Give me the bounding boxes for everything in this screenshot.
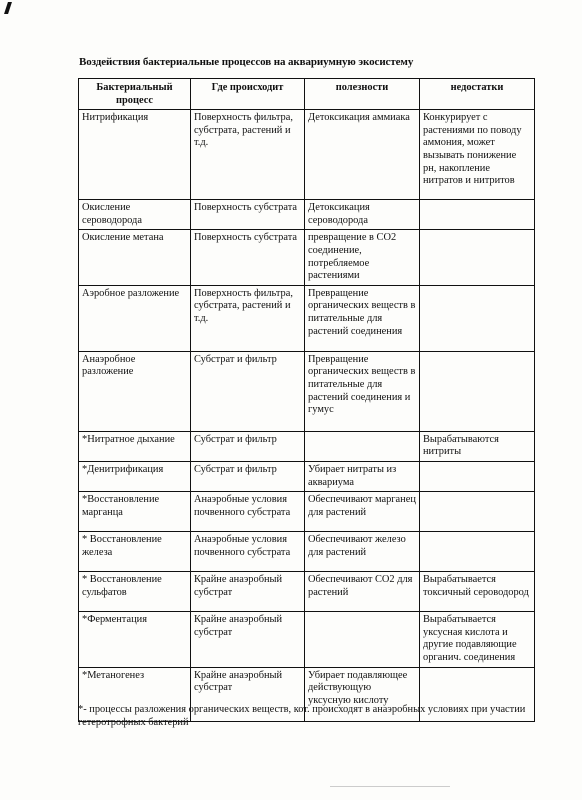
cell-location: Поверхность субстрата [191,230,305,285]
header-benefits: полезности [305,79,420,110]
table-row [79,200,535,230]
cell-drawbacks [420,492,535,532]
cell-process: * Восстановление сульфатов [79,572,191,612]
cell-location: Субстрат и фильтр [191,461,305,491]
cell-process: Окисление метана [79,230,191,285]
cell-process: Нитрификация [79,110,191,200]
cell-drawbacks: Конкурирует с растениями по поводу аммония, может вызывать понижение рн, накопление нитратов и нитритов [420,110,535,200]
cell-process: *Ферментация [79,612,191,667]
cell-benefits: Детоксикация аммиака [305,110,420,200]
cell-benefits: Убирает подавляющее действующую уксусную кислоту [305,667,420,721]
cell-drawbacks [420,532,535,572]
table-row [79,492,535,532]
cell-location: Поверхность фильтра, субстрата, растений и т.д. [191,285,305,351]
table-header-row [79,79,535,110]
scan-mark [4,2,12,14]
table-row [79,572,535,612]
table-row [79,612,535,667]
scan-artifact [330,786,450,787]
cell-benefits: Обеспечивают СО2 для растений [305,572,420,612]
cell-location: Крайне анаэробный субстрат [191,667,305,721]
cell-drawbacks [420,230,535,285]
cell-location: Поверхность субстрата [191,200,305,230]
cell-location: Анаэробные условия почвенного субстрата [191,532,305,572]
cell-location: Поверхность фильтра, субстрата, растений и т.д. [191,110,305,200]
cell-location: Крайне анаэробный субстрат [191,612,305,667]
cell-location: Субстрат и фильтр [191,431,305,461]
cell-benefits: превращение в СО2 соединение, потребляемое растениями [305,230,420,285]
cell-benefits [305,612,420,667]
cell-process: *Нитратное дыхание [79,431,191,461]
cell-location: Крайне анаэробный субстрат [191,572,305,612]
table-row [79,532,535,572]
cell-location: Субстрат и фильтр [191,351,305,431]
table-row [79,110,535,200]
cell-drawbacks [420,200,535,230]
bacterial-processes-table [78,78,535,722]
cell-benefits: Детоксикация сероводорода [305,200,420,230]
cell-process: Окисление сероводорода [79,200,191,230]
table-row [79,285,535,351]
cell-location: Анаэробные условия почвенного субстрата [191,492,305,532]
cell-process: Анаэробное разложение [79,351,191,431]
table-row [79,351,535,431]
header-drawbacks: недостатки [420,79,535,110]
header-location: Где происходит [191,79,305,110]
cell-drawbacks [420,461,535,491]
footnote: *- процессы разложения органических веществ, кот. происходят в анаэробных условиях при участии гетеротрофных бактерий [78,704,526,728]
cell-process: Аэробное разложение [79,285,191,351]
cell-drawbacks: Вырабатываются нитриты [420,431,535,461]
cell-benefits: Превращение органических веществ в питательные для растений соединения и гумус [305,351,420,431]
cell-drawbacks [420,285,535,351]
cell-benefits: Обеспечивают железо для растений [305,532,420,572]
cell-benefits [305,431,420,461]
cell-benefits: Убирает нитраты из аквариума [305,461,420,491]
cell-process: * Восстановление железа [79,532,191,572]
cell-process: *Метаногенез [79,667,191,721]
table-row [79,431,535,461]
cell-benefits: Обеспечивают марганец для растений [305,492,420,532]
cell-drawbacks: Вырабатывается уксусная кислота и другие подавляющие органич. соединения [420,612,535,667]
cell-benefits: Превращение органических веществ в питательные для растений соединения [305,285,420,351]
table-row [79,461,535,491]
cell-process: *Восстановление марганца [79,492,191,532]
cell-process: *Денитрификация [79,461,191,491]
cell-drawbacks: Вырабатывается токсичный сероводород [420,572,535,612]
cell-drawbacks [420,351,535,431]
header-process: Бактериальный процесс [79,79,191,110]
table-row [79,230,535,285]
document-title: Воздействия бактериальные процессов на аквариумную экосистему [79,56,414,68]
